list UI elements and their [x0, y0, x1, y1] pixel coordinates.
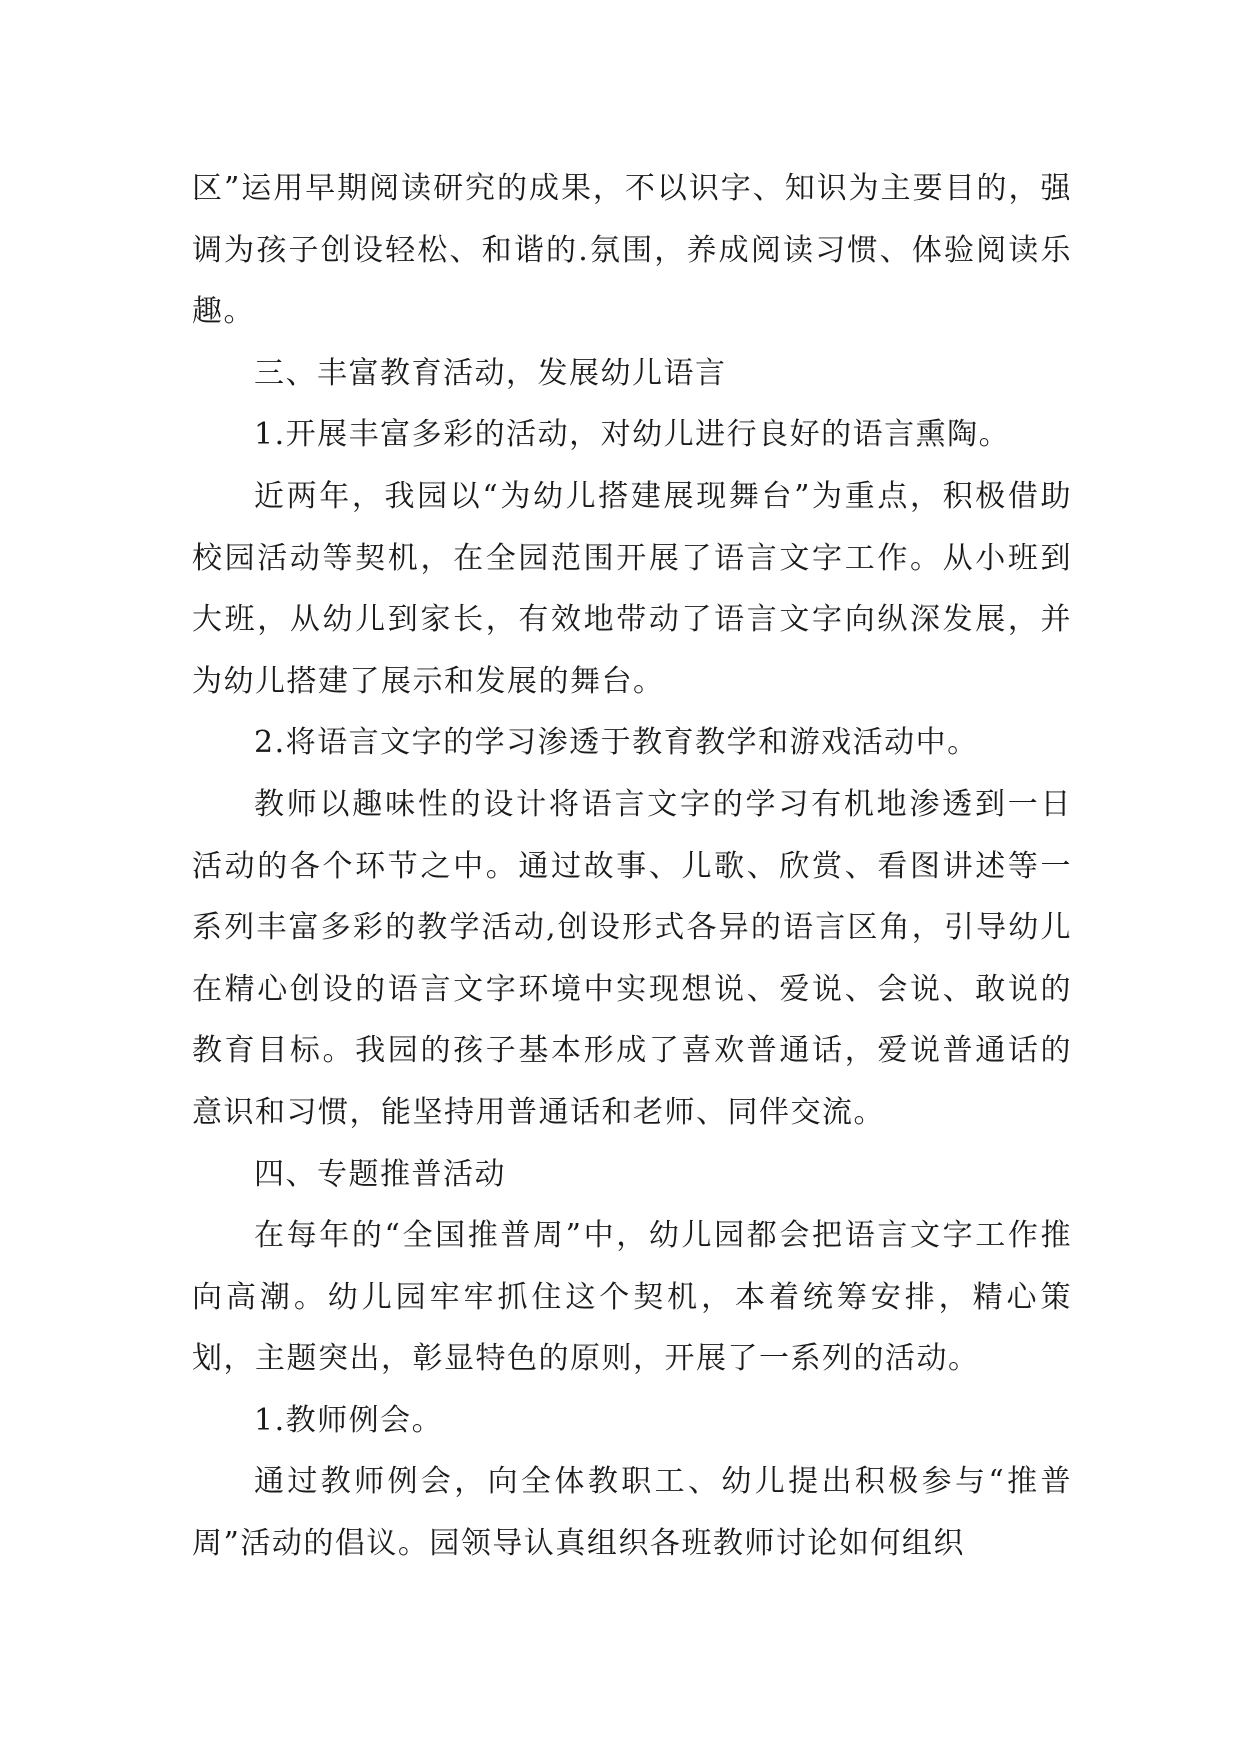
- paragraph-3-1-body: 近两年，我园以“为幼儿搭建展现舞台”为重点，积极借助校园活动等契机，在全园范围开展了语言文字工作。从小班到大班，从幼儿到家长，有效地带动了语言文字向纵深发展，并为幼儿搭建了展示和发展的舞台。: [192, 478, 1072, 699]
- subheading-3-2: 2.将语言文字的学习渗透于教育教学和游戏活动中。: [254, 725, 979, 761]
- subheading-3-1: 1.开展丰富多彩的活动，对幼儿进行良好的语言熏陶。: [254, 417, 1011, 453]
- paragraph-4-intro: 在每年的“全国推普周”中，幼儿园都会把语言文字工作推向高潮。幼儿园牢牢抓住这个契机，本着统筹安排，精心策划，主题突出，彰显特色的原则，开展了一系列的活动。: [192, 1218, 1072, 1377]
- paragraph-4-1-body: 通过教师例会，向全体教职工、幼儿提出积极参与“推普周”活动的倡议。园领导认真组织各班教师讨论如何组织: [192, 1464, 1072, 1562]
- section-heading-3: 三、丰富教育活动，发展幼儿语言: [254, 355, 727, 391]
- paragraph-3-2-body: 教师以趣味性的设计将语言文字的学习有机地渗透到一日活动的各个环节之中。通过故事、儿歌、欣赏、看图讲述等一系列丰富多彩的教学活动,创设形式各异的语言区角，引导幼儿在精心创设的语言文字环境中实现想说、爱说、会说、敢说的教育目标。我园的孩子基本形成了喜欢普通话，爱说普通话的意识和习惯，能坚持用普通话和老师、同伴交流。: [192, 786, 1072, 1130]
- subheading-4-1: 1.教师例会。: [254, 1402, 444, 1438]
- paragraph-continuation: 区”运用早期阅读研究的成果，不以识字、知识为主要目的，强调为孩子创设轻松、和谐的.氛围，养成阅读习惯、体验阅读乐趣。: [192, 171, 1072, 330]
- document-body: [192, 158, 1072, 1575]
- section-heading-4: 四、专题推普活动: [254, 1156, 506, 1192]
